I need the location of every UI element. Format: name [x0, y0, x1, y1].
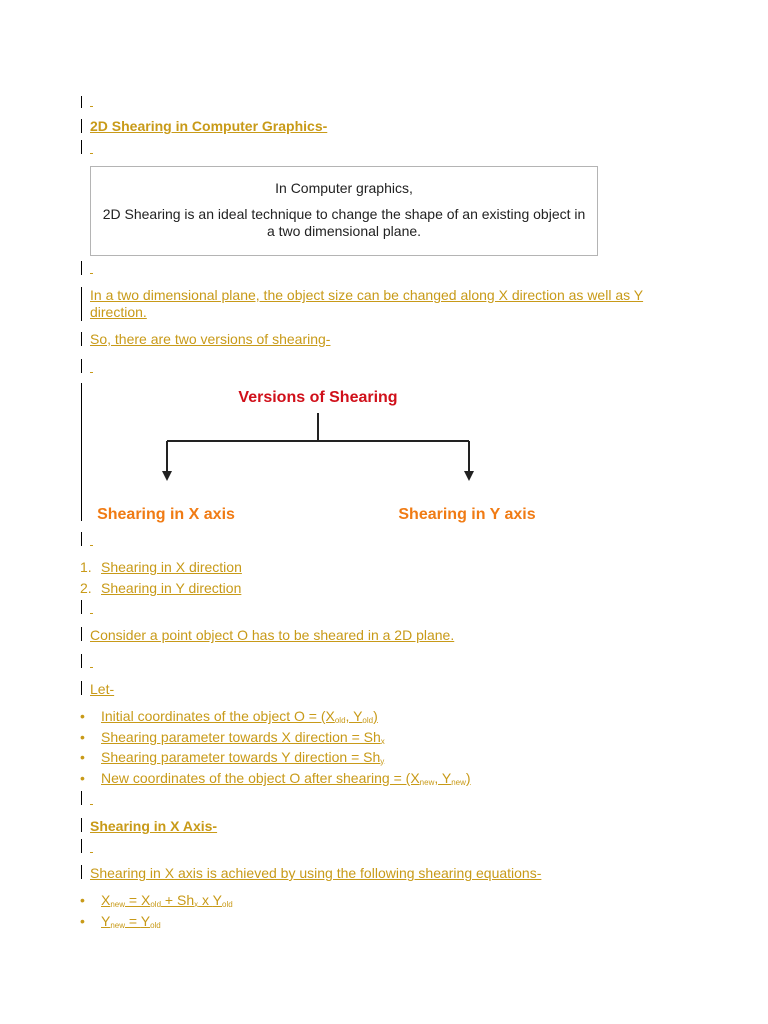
change-bar	[81, 865, 82, 879]
bullet: •	[80, 729, 85, 745]
bullet: •	[80, 770, 85, 786]
empty-paragraph-mark	[90, 273, 93, 274]
bullet: •	[80, 708, 85, 724]
change-bar	[81, 654, 82, 668]
equation-item: • $Y_{new} = Y_{old}$	[80, 913, 161, 930]
list-number: 2.	[80, 580, 92, 596]
change-bar	[81, 600, 82, 614]
change-bar	[81, 681, 82, 695]
change-bar	[81, 261, 82, 275]
definition-intro: In Computer graphics,	[275, 180, 413, 196]
empty-paragraph-mark	[90, 804, 93, 805]
list-item: • Shearing parameter towards X direction = $Sh_x$	[80, 729, 385, 746]
bullet: •	[80, 913, 85, 929]
diagram-right-label: Shearing in Y axis	[398, 506, 536, 523]
list-number: 1.	[80, 559, 92, 575]
change-bar	[81, 140, 82, 154]
versions-diagram	[82, 380, 562, 530]
intro-paragraph: In a two dimensional plane, the object size can be changed along X direction as well as Y direction.	[90, 287, 644, 320]
arrow-down-icon	[162, 471, 172, 481]
equation-item: • $X_{new} = X_{old} + Sh_x$ x $Y_{old}$	[80, 892, 233, 909]
empty-paragraph-mark	[90, 545, 93, 546]
let-paragraph: Let-	[90, 681, 115, 697]
change-bar	[81, 96, 82, 108]
x-axis-paragraph: Shearing in X axis is achieved by using the following shearing equations-	[90, 865, 542, 881]
empty-paragraph-mark	[90, 852, 93, 853]
list-item	[80, 559, 242, 575]
list-item-text: Shearing in Y direction	[101, 580, 242, 596]
empty-paragraph-mark	[90, 153, 93, 154]
bullet: •	[80, 749, 85, 765]
change-bar	[81, 818, 82, 832]
diagram-title: Versions of Shearing	[238, 389, 398, 406]
page-title: 2D Shearing in Computer Graphics-	[90, 118, 328, 134]
change-bar	[81, 627, 82, 641]
definition-box	[90, 166, 598, 256]
change-bar	[81, 791, 82, 805]
empty-paragraph-mark	[90, 372, 93, 373]
change-bar	[81, 332, 82, 346]
list-item: • New coordinates of the object O after shearing = ($X_{new}$, $Y_{new}$)	[80, 770, 471, 787]
empty-paragraph-mark	[90, 613, 93, 614]
consider-paragraph: Consider a point object O has to be sheared in a 2D plane.	[90, 627, 455, 643]
definition-text: 2D Shearing is an ideal technique to change the shape of an existing object in a two dimensional plane.	[102, 206, 586, 239]
list-item: • Initial coordinates of the object $O = (X_{old}$, $Y_{old}$)	[80, 708, 378, 725]
diagram-left-label: Shearing in X axis	[97, 506, 235, 523]
change-bar	[81, 532, 82, 546]
change-bar	[81, 287, 82, 321]
arrow-down-icon	[464, 471, 474, 481]
section-heading: Shearing in X Axis-	[90, 818, 218, 834]
list-item	[80, 580, 241, 596]
change-bar	[81, 839, 82, 853]
empty-paragraph-mark	[90, 106, 93, 107]
empty-paragraph-mark	[90, 667, 93, 668]
list-item: • Shearing parameter towards Y direction = $Sh_y$	[80, 749, 385, 766]
list-item-text: Shearing in X direction	[101, 559, 242, 575]
change-bar	[81, 359, 82, 373]
change-bar	[81, 119, 82, 133]
bullet: •	[80, 892, 85, 908]
versions-intro: So, there are two versions of shearing-	[90, 331, 331, 347]
